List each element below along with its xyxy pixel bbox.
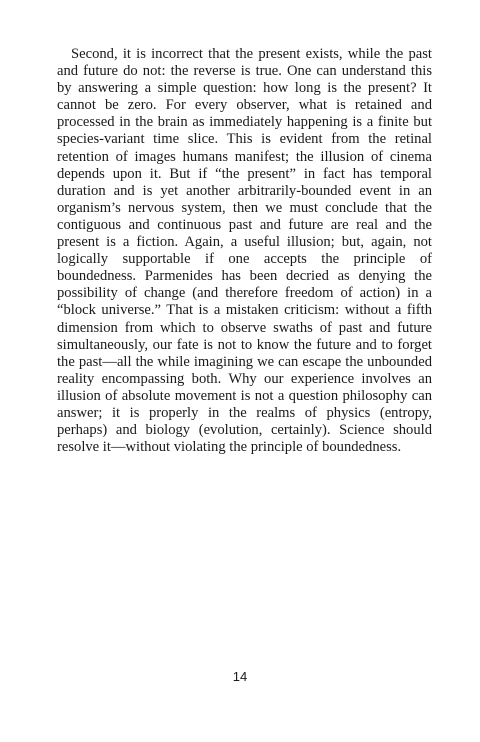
page-number: 14 [232,669,248,684]
body-paragraph: Second, it is incorrect that the present exists, while the past and future do not: the reverse is true. One can understand this by answering a simple question: how long is the present? It cannot be zero. For every observer, what is retained and processed in the brain as immediately happening is a finite but species-variant time slice. This is evident from the retinal retention of images humans manifest; the illusion of cinema depends upon it. But if “the present” in fact has temporal duration and is yet another arbitrarily-bounded event in an organism’s nervous system, then we must conclude that the contiguous and continuous past and future are real and the present is a fiction. Again, a useful illusion; but, again, not logically supportable if one accepts the principle of boundedness. Parmenides has been decried as denying the possibility of change (and therefore freedom of action) in a “block universe.” That is a mistaken criticism: without a fifth dimension from which to observe swaths of past and future simultaneously, our fate is not to know the future and to forget the past—all the while imagining we can escape the unbounded reality encompassing both. Why our experience involves an illusion of absolute movement is not a question philosophy can answer; it is properly in the realms of physics (entropy, perhaps) and biology (evolution, certainly). Science should resolve it—without violating the principle of boundedness. [57,46,432,456]
